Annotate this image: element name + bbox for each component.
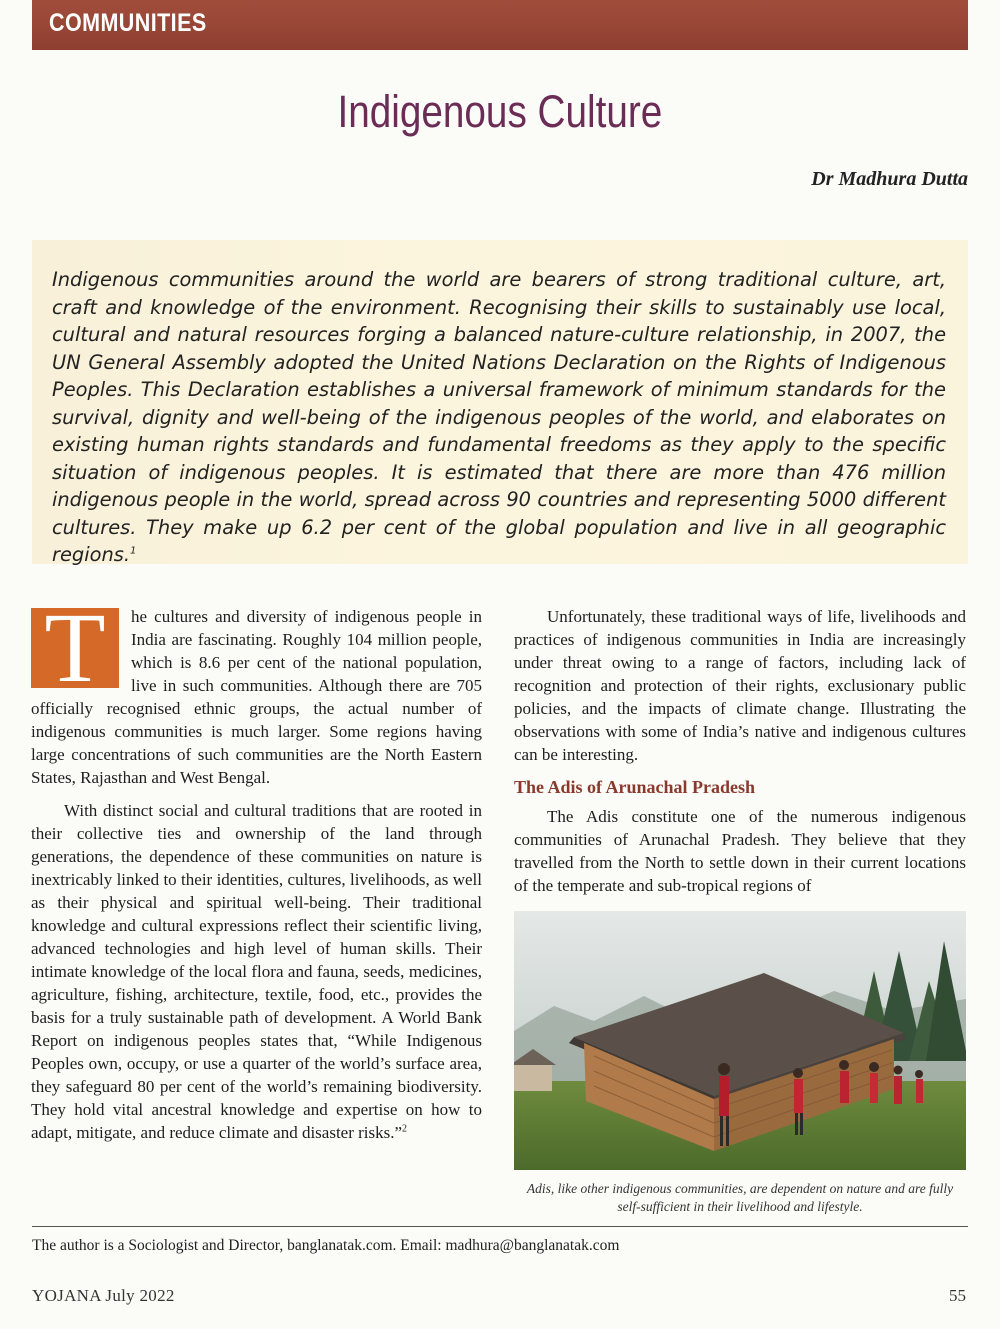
body-column-right bbox=[514, 605, 966, 897]
section-label: COMMUNITIES bbox=[49, 9, 207, 37]
body-paragraph-4: The Adis constitute one of the numerous indigenous communities of Arunachal Pradesh. They believe that they travelled from the North to settle down in their current locations of the temperate and sub-tropical regions of bbox=[514, 807, 966, 895]
author-note: The author is a Sociologist and Director, banglanatak.com. Email: madhura@banglanatak.com bbox=[32, 1237, 620, 1254]
abstract-box bbox=[32, 240, 968, 564]
footnote-divider bbox=[32, 1226, 968, 1227]
adi-village-photo bbox=[514, 911, 966, 1170]
article-title: Indigenous Culture bbox=[337, 86, 663, 137]
abstract-footnote-ref: 1 bbox=[130, 545, 137, 557]
abstract-text: Indigenous communities around the world are bearers of strong traditional culture, art, craft and knowledge of the environment. Recognising their skills to sustainably use local, cultural and natural resources forging a balanced nature-culture relationship, in 2007, the UN General Assembly adopted the United Nations Declaration on the Rights of Indigenous Peoples. This Declaration establishes a universal framework of minimum standards for the survival, dignity and well-being of the indigenous peoples of the world, and elaborates on existing human rights standards and fundamental freedoms as they apply to the specific situation of indigenous peoples. It is estimated that there are more than 476 million indigenous people in the world, spread across 90 countries and representing 5000 different cultures. They make up 6.2 per cent of the global population and live in all geographic regions.$^1$ bbox=[52, 268, 946, 566]
section-subheading: The Adis of Arunachal Pradesh bbox=[514, 777, 756, 797]
drop-cap: T bbox=[31, 608, 119, 688]
para2-footnote-ref: 2 bbox=[402, 1123, 408, 1135]
article-photo bbox=[514, 911, 966, 1170]
body-paragraph-2: With distinct social and cultural traditions that are rooted in their collective ties and ownership of the land through generations, the dependence of these communities on nature is inextricably linked to their identities, cultures, livelihoods, as well as their physical and spiritual well-being. Their traditional knowledge and cultural expressions reflect their scientific living, advanced technologies and high level of human skills. Their intimate knowledge of the local flora and fauna, seeds, medicines, agriculture, fishing, architecture, textile, food, etc., provides the basis for a truly sustainable path of development. A World Bank Report on indigenous peoples states that, “While Indigenous Peoples own, occupy, or use a quarter of the world’s surface area, they safeguard 80 per cent of the world’s remaining biodiversity. They hold vital ancestral knowledge and expertise on how to adapt, mitigate, and reduce climate and disaster risks.”$^2$ bbox=[31, 801, 482, 1142]
photo-caption: Adis, like other indigenous communities, are dependent on nature and are fully self-sufficient in their livelihood and lifestyle. bbox=[526, 1181, 954, 1214]
section-banner bbox=[32, 0, 968, 50]
article-author: Dr Madhura Dutta bbox=[811, 168, 968, 190]
body-paragraph-1: T he cultures and diversity of indigenous people in India are fascinating. Roughly 104 million people, which is 8.6 per cent of the national population, live in such communities. Although there are 705 officially recognised ethnic groups, the actual number of indigenous communities is much larger. Some regions having large concentrations of such communities are the North Eastern States, Rajasthan and West Bengal. bbox=[31, 592, 482, 787]
page-number: 55 bbox=[949, 1286, 966, 1305]
footer-publication: YOJANA July 2022 bbox=[32, 1286, 175, 1305]
body-column-left bbox=[31, 592, 482, 1144]
body-paragraph-3: Unfortunately, these traditional ways of life, livelihoods and practices of indigenous communities in India are increasingly under threat owing to a range of factors, including lack of recognition and protection of their rights, exclusionary public policies, and the impacts of climate change. Illustrating the observations with some of India’s native and indigenous cultures can be interesting. bbox=[514, 607, 966, 764]
